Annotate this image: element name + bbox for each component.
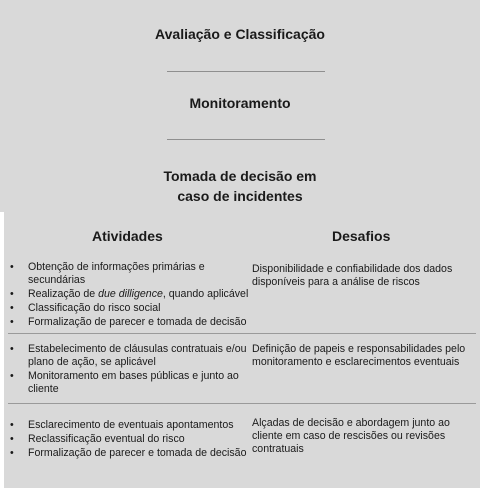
list-item: • Obtenção de informações primárias e secundárias [4, 261, 250, 287]
activities-list [4, 343, 250, 397]
activities-list [4, 419, 250, 461]
stage-title-monitoring: Monitoramento [189, 95, 291, 111]
list-item: • Classificação do risco social [4, 302, 250, 315]
stage-title-line: Tomada de decisão em [163, 168, 317, 184]
list-item: • Esclarecimento de eventuais apontamentos [4, 419, 250, 432]
list-item: • Reclassificação eventual do risco [4, 433, 250, 446]
activities-challenges-table [4, 212, 480, 488]
list-item: • Formalização de parecer e tomada de decisão [4, 316, 250, 329]
list-item [4, 288, 250, 301]
stage-title-line: caso de incidentes [177, 188, 303, 204]
row-divider [8, 403, 476, 404]
text-segment: Realização de [28, 288, 99, 300]
list-item: • Monitoramento em bases públicas e junto ao cliente [4, 370, 250, 396]
column-header-activities: Atividades [92, 228, 163, 244]
stage-divider [167, 139, 325, 140]
stage-title-decision [0, 166, 480, 206]
row-divider [8, 333, 476, 334]
text-segment: , quando aplicável [162, 288, 249, 300]
emphasis-text: due dilligence [98, 288, 163, 300]
challenge-text: Disponibilidade e confiabilidade dos dados disponíveis para a análise de riscos [252, 263, 453, 288]
challenge-text: Alçadas de decisão e abordagem junto ao cliente em caso de rescisões ou revisões contratuais [252, 417, 450, 455]
list-item: • Estabelecimento de cláusulas contratuais e/ou plano de ação, se aplicável [4, 343, 250, 369]
column-header-challenges: Desafios [332, 228, 391, 244]
list-item: • Formalização de parecer e tomada de decisão [4, 447, 250, 460]
stages-panel [0, 0, 480, 212]
activities-list [4, 261, 250, 330]
stage-title-assessment: Avaliação e Classificação [155, 26, 325, 42]
stage-divider [167, 71, 325, 72]
challenge-text: Definição de papeis e responsabilidades pelo monitoramento e esclarecimentos eventuais [252, 343, 466, 368]
